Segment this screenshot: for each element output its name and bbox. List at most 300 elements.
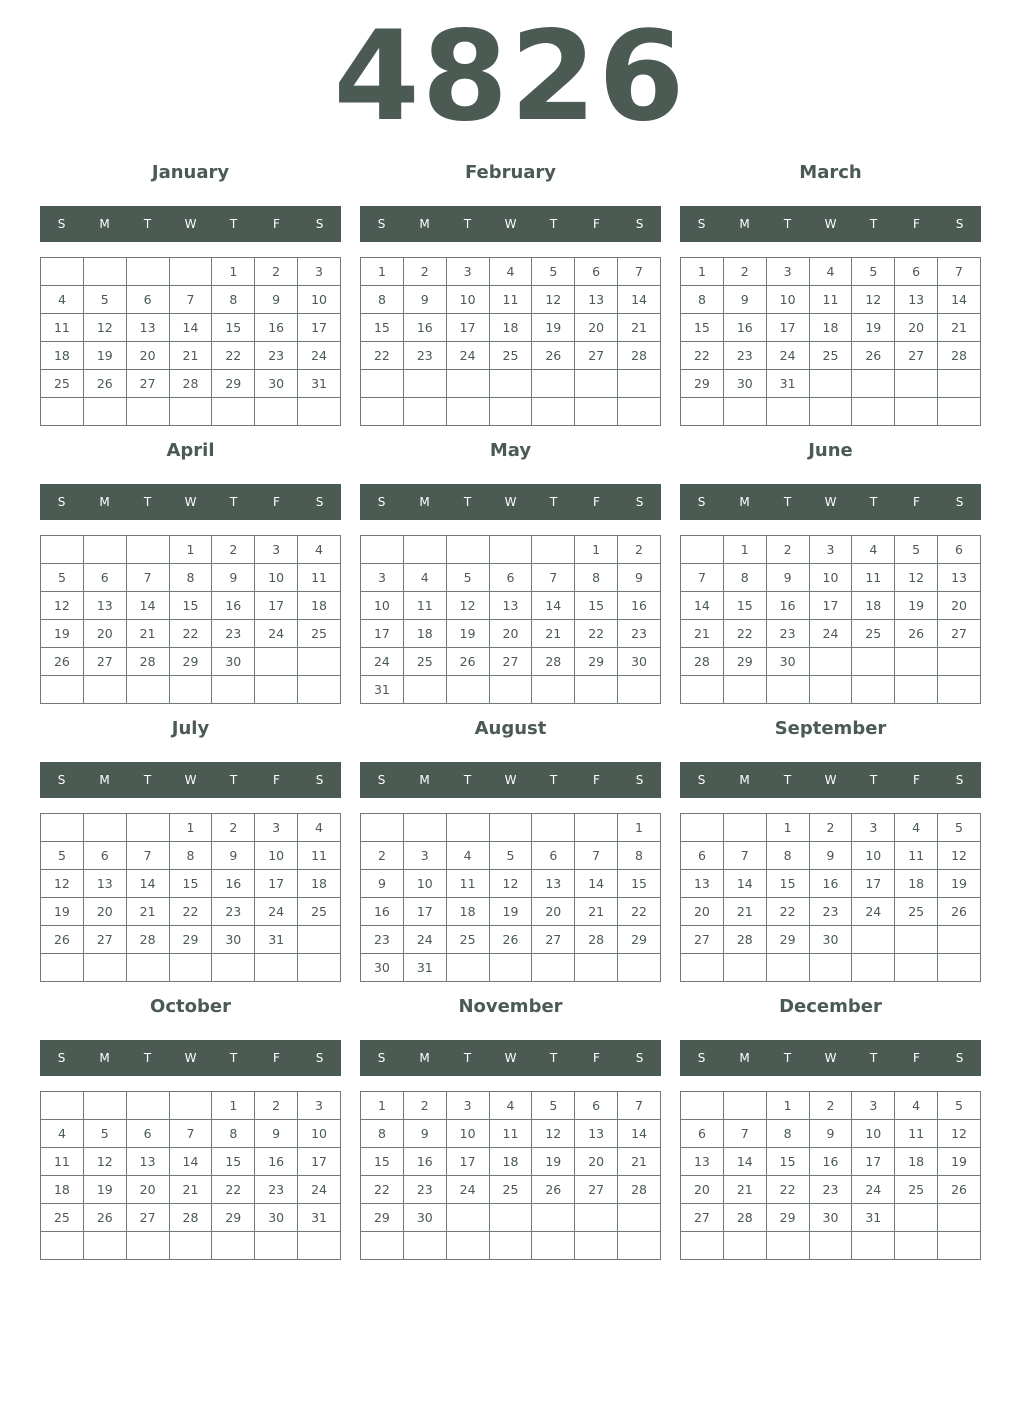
day-cell: 25	[446, 926, 489, 954]
day-cell: 23	[766, 620, 809, 648]
day-cell: 24	[766, 342, 809, 370]
day-cell: 2	[809, 1092, 852, 1120]
day-cell	[895, 926, 938, 954]
day-cell: 18	[852, 592, 895, 620]
week-row	[41, 814, 341, 842]
day-cell: 1	[212, 1092, 255, 1120]
week-row	[41, 1232, 341, 1260]
day-cell: 23	[212, 620, 255, 648]
day-cell: 6	[83, 564, 126, 592]
day-cell: 15	[169, 592, 212, 620]
day-cell: 6	[126, 1120, 169, 1148]
day-cell: 21	[723, 898, 766, 926]
weekday-label: T	[549, 773, 558, 787]
weekday-label: S	[697, 495, 706, 509]
day-cell: 3	[298, 258, 341, 286]
day-cell: 8	[618, 842, 661, 870]
day-cell	[575, 1204, 618, 1232]
weekday-header	[40, 206, 341, 242]
weekday-label: S	[635, 1051, 644, 1065]
week-row	[681, 1176, 981, 1204]
week-row	[681, 370, 981, 398]
weekday-label: W	[184, 1051, 197, 1065]
day-cell: 4	[41, 286, 84, 314]
day-cell: 2	[766, 536, 809, 564]
day-cell: 26	[83, 1204, 126, 1232]
day-cell: 20	[83, 898, 126, 926]
day-cell	[809, 370, 852, 398]
weekday-label: F	[273, 773, 280, 787]
day-cell: 23	[618, 620, 661, 648]
day-cell: 22	[723, 620, 766, 648]
day-cell	[766, 398, 809, 426]
weekday-label: S	[635, 217, 644, 231]
month-name: June	[808, 440, 853, 461]
day-cell: 19	[83, 342, 126, 370]
week-row	[681, 842, 981, 870]
weekday-label: T	[229, 217, 238, 231]
day-cell: 12	[852, 286, 895, 314]
month-name: September	[774, 718, 887, 739]
day-cell	[298, 926, 341, 954]
day-cell: 18	[489, 314, 532, 342]
day-cell: 31	[403, 954, 446, 982]
day-cell: 27	[575, 1176, 618, 1204]
week-row	[41, 564, 341, 592]
day-cell: 12	[938, 842, 981, 870]
day-cell	[618, 1204, 661, 1232]
day-cell: 24	[255, 898, 298, 926]
week-row	[361, 536, 661, 564]
day-cell	[681, 954, 724, 982]
day-cell: 21	[169, 1176, 212, 1204]
day-cell	[575, 954, 618, 982]
day-cell: 18	[298, 592, 341, 620]
day-cell: 26	[41, 926, 84, 954]
day-cell	[938, 954, 981, 982]
day-cell	[169, 258, 212, 286]
day-cell: 3	[255, 814, 298, 842]
day-cell	[255, 398, 298, 426]
weekday-header	[680, 1040, 981, 1076]
day-cell: 20	[575, 314, 618, 342]
weekday-label: M	[99, 773, 110, 787]
day-cell: 15	[361, 1148, 404, 1176]
weekday-label: M	[419, 495, 430, 509]
day-cell	[809, 954, 852, 982]
day-cell: 29	[169, 926, 212, 954]
week-row	[681, 564, 981, 592]
day-cell	[255, 1232, 298, 1260]
day-cell	[361, 536, 404, 564]
day-cell: 20	[126, 342, 169, 370]
day-cell	[895, 1204, 938, 1232]
day-cell	[938, 648, 981, 676]
day-cell: 27	[126, 1204, 169, 1232]
weekday-label: S	[377, 773, 386, 787]
weekday-label: S	[315, 217, 324, 231]
day-cell: 7	[126, 842, 169, 870]
month-name: April	[166, 440, 215, 461]
day-cell: 21	[723, 1176, 766, 1204]
day-cell	[212, 676, 255, 704]
day-cell: 10	[446, 1120, 489, 1148]
week-row	[361, 398, 661, 426]
weekday-label: M	[99, 495, 110, 509]
month-name: March	[799, 162, 862, 183]
week-row	[41, 620, 341, 648]
day-cell	[126, 398, 169, 426]
day-cell: 28	[575, 926, 618, 954]
month-name: May	[489, 440, 532, 461]
day-cell: 30	[361, 954, 404, 982]
day-cell: 18	[895, 870, 938, 898]
week-row	[681, 676, 981, 704]
weekday-label: F	[913, 773, 920, 787]
day-cell	[446, 1232, 489, 1260]
day-cell: 22	[169, 898, 212, 926]
day-cell: 6	[532, 842, 575, 870]
day-grid	[40, 257, 341, 426]
weekday-header	[680, 484, 981, 520]
day-cell: 14	[618, 1120, 661, 1148]
day-grid	[680, 813, 981, 982]
week-row	[41, 676, 341, 704]
day-cell: 12	[446, 592, 489, 620]
week-row	[361, 286, 661, 314]
day-cell: 13	[126, 1148, 169, 1176]
day-cell: 6	[575, 1092, 618, 1120]
day-cell: 10	[446, 286, 489, 314]
weekday-label: T	[143, 773, 152, 787]
day-cell	[618, 1232, 661, 1260]
day-cell: 29	[575, 648, 618, 676]
day-cell: 9	[723, 286, 766, 314]
weekday-label: S	[57, 495, 66, 509]
weekday-label: S	[697, 773, 706, 787]
day-cell: 18	[41, 1176, 84, 1204]
day-cell: 26	[532, 1176, 575, 1204]
week-row	[361, 954, 661, 982]
week-row	[41, 342, 341, 370]
day-cell: 10	[809, 564, 852, 592]
day-cell	[298, 954, 341, 982]
day-cell: 15	[169, 870, 212, 898]
day-cell: 1	[361, 1092, 404, 1120]
weekday-label: F	[913, 217, 920, 231]
week-row	[361, 620, 661, 648]
day-cell	[938, 1232, 981, 1260]
day-cell	[83, 398, 126, 426]
week-row	[361, 898, 661, 926]
day-cell: 17	[255, 870, 298, 898]
day-cell	[532, 954, 575, 982]
month-name: February	[464, 162, 557, 183]
weekday-label: M	[419, 773, 430, 787]
week-row	[41, 370, 341, 398]
week-row	[681, 592, 981, 620]
day-cell: 17	[446, 314, 489, 342]
day-cell: 18	[489, 1148, 532, 1176]
weekday-label: T	[783, 773, 792, 787]
day-cell	[126, 954, 169, 982]
weekday-label: T	[463, 1051, 472, 1065]
day-cell: 27	[938, 620, 981, 648]
day-cell	[852, 648, 895, 676]
day-cell: 11	[489, 1120, 532, 1148]
day-cell: 31	[766, 370, 809, 398]
day-cell: 22	[618, 898, 661, 926]
weekday-label: S	[955, 495, 964, 509]
week-row	[681, 620, 981, 648]
day-cell: 11	[809, 286, 852, 314]
day-cell	[255, 676, 298, 704]
day-cell: 20	[681, 1176, 724, 1204]
weekday-label: S	[57, 1051, 66, 1065]
day-cell	[361, 370, 404, 398]
day-cell	[532, 1204, 575, 1232]
day-cell	[809, 648, 852, 676]
week-row	[361, 1176, 661, 1204]
day-cell: 10	[852, 842, 895, 870]
day-cell: 22	[361, 342, 404, 370]
day-cell: 6	[938, 536, 981, 564]
day-cell: 10	[255, 842, 298, 870]
day-cell: 21	[681, 620, 724, 648]
day-cell: 23	[255, 1176, 298, 1204]
day-cell: 12	[41, 870, 84, 898]
day-cell: 5	[41, 564, 84, 592]
day-cell: 12	[532, 286, 575, 314]
day-cell: 20	[575, 1148, 618, 1176]
day-cell: 19	[532, 314, 575, 342]
day-cell: 22	[212, 342, 255, 370]
day-cell: 18	[809, 314, 852, 342]
day-cell: 28	[126, 648, 169, 676]
day-cell: 30	[255, 1204, 298, 1232]
weekday-label: T	[229, 1051, 238, 1065]
weekday-label: W	[184, 495, 197, 509]
day-cell: 6	[83, 842, 126, 870]
day-cell: 24	[403, 926, 446, 954]
day-cell: 5	[532, 1092, 575, 1120]
month-name: January	[151, 162, 230, 183]
day-cell: 25	[809, 342, 852, 370]
day-cell	[126, 536, 169, 564]
day-cell: 23	[361, 926, 404, 954]
month-name: July	[171, 718, 210, 739]
week-row	[41, 1176, 341, 1204]
day-cell: 26	[83, 370, 126, 398]
week-row	[361, 1120, 661, 1148]
day-cell: 8	[766, 1120, 809, 1148]
day-cell	[852, 1232, 895, 1260]
month-name: November	[458, 996, 563, 1017]
day-cell: 3	[852, 1092, 895, 1120]
day-cell: 16	[403, 1148, 446, 1176]
day-cell	[83, 536, 126, 564]
day-cell: 23	[255, 342, 298, 370]
weekday-label: M	[739, 495, 750, 509]
day-cell	[361, 814, 404, 842]
weekday-label: F	[593, 773, 600, 787]
weekday-header	[360, 762, 661, 798]
day-cell: 2	[403, 1092, 446, 1120]
day-cell: 26	[938, 1176, 981, 1204]
day-cell: 9	[809, 1120, 852, 1148]
week-row	[41, 898, 341, 926]
day-cell	[723, 676, 766, 704]
day-cell: 9	[403, 286, 446, 314]
week-row	[681, 1232, 981, 1260]
day-cell: 9	[212, 564, 255, 592]
month-name: October	[150, 996, 231, 1017]
day-cell: 21	[575, 898, 618, 926]
day-cell: 1	[575, 536, 618, 564]
weekday-label: M	[99, 1051, 110, 1065]
day-cell	[723, 398, 766, 426]
week-row	[41, 648, 341, 676]
day-cell: 6	[126, 286, 169, 314]
day-cell: 13	[489, 592, 532, 620]
day-cell: 5	[83, 1120, 126, 1148]
day-cell: 31	[255, 926, 298, 954]
day-cell: 9	[618, 564, 661, 592]
day-cell	[723, 1092, 766, 1120]
day-cell	[852, 398, 895, 426]
day-cell: 8	[681, 286, 724, 314]
day-cell: 24	[361, 648, 404, 676]
weekday-label: S	[955, 773, 964, 787]
weekday-label: S	[57, 773, 66, 787]
day-cell	[681, 1092, 724, 1120]
day-cell: 13	[83, 592, 126, 620]
day-cell: 25	[489, 1176, 532, 1204]
day-cell: 11	[403, 592, 446, 620]
day-cell: 3	[298, 1092, 341, 1120]
week-row	[681, 814, 981, 842]
day-cell	[532, 1232, 575, 1260]
day-cell: 14	[126, 592, 169, 620]
day-cell: 7	[681, 564, 724, 592]
day-cell: 19	[852, 314, 895, 342]
day-cell: 14	[938, 286, 981, 314]
day-cell	[83, 676, 126, 704]
day-cell: 7	[169, 286, 212, 314]
day-cell: 1	[766, 814, 809, 842]
day-cell: 4	[446, 842, 489, 870]
day-cell: 27	[681, 926, 724, 954]
day-cell	[126, 814, 169, 842]
day-cell: 7	[575, 842, 618, 870]
day-cell	[618, 954, 661, 982]
day-cell	[169, 1232, 212, 1260]
day-cell: 13	[938, 564, 981, 592]
day-cell: 3	[809, 536, 852, 564]
weekday-label: W	[504, 495, 517, 509]
day-cell: 22	[766, 898, 809, 926]
day-cell: 29	[212, 370, 255, 398]
day-cell: 25	[895, 1176, 938, 1204]
weekday-label: M	[419, 1051, 430, 1065]
day-cell: 21	[169, 342, 212, 370]
weekday-label: S	[315, 773, 324, 787]
day-cell: 15	[766, 870, 809, 898]
day-cell: 15	[212, 314, 255, 342]
week-row	[681, 286, 981, 314]
week-row	[361, 676, 661, 704]
day-cell: 19	[938, 870, 981, 898]
day-cell: 6	[575, 258, 618, 286]
weekday-label: T	[463, 495, 472, 509]
week-row	[41, 842, 341, 870]
day-cell: 5	[938, 1092, 981, 1120]
day-cell: 4	[489, 1092, 532, 1120]
day-cell: 18	[446, 898, 489, 926]
day-cell: 11	[298, 842, 341, 870]
day-cell: 14	[169, 314, 212, 342]
day-cell: 20	[489, 620, 532, 648]
weekday-label: T	[869, 217, 878, 231]
day-cell: 26	[852, 342, 895, 370]
day-cell: 14	[532, 592, 575, 620]
day-grid	[680, 257, 981, 426]
day-cell: 6	[489, 564, 532, 592]
day-cell	[723, 814, 766, 842]
day-cell	[938, 1204, 981, 1232]
day-cell: 7	[723, 842, 766, 870]
day-cell: 28	[169, 370, 212, 398]
week-row	[681, 954, 981, 982]
day-cell	[169, 1092, 212, 1120]
day-cell	[489, 1232, 532, 1260]
day-grid	[360, 813, 661, 982]
day-cell	[852, 370, 895, 398]
day-cell: 10	[255, 564, 298, 592]
week-row	[41, 286, 341, 314]
day-cell	[618, 398, 661, 426]
day-cell: 26	[895, 620, 938, 648]
weekday-label: W	[504, 217, 517, 231]
day-cell	[403, 676, 446, 704]
day-cell: 29	[681, 370, 724, 398]
day-cell	[446, 814, 489, 842]
day-cell: 12	[532, 1120, 575, 1148]
day-cell: 4	[41, 1120, 84, 1148]
day-cell	[41, 954, 84, 982]
day-cell: 1	[681, 258, 724, 286]
week-row	[681, 342, 981, 370]
day-cell: 13	[575, 1120, 618, 1148]
weekday-label: T	[229, 495, 238, 509]
day-cell	[575, 398, 618, 426]
day-cell: 16	[255, 314, 298, 342]
day-cell	[212, 1232, 255, 1260]
day-cell	[446, 676, 489, 704]
day-cell: 22	[681, 342, 724, 370]
day-cell: 18	[298, 870, 341, 898]
week-row	[361, 370, 661, 398]
day-cell: 3	[255, 536, 298, 564]
day-cell	[532, 814, 575, 842]
day-cell: 5	[852, 258, 895, 286]
day-cell	[575, 814, 618, 842]
day-cell: 16	[403, 314, 446, 342]
day-cell: 20	[895, 314, 938, 342]
week-row	[681, 398, 981, 426]
day-cell	[895, 954, 938, 982]
day-cell	[126, 1232, 169, 1260]
